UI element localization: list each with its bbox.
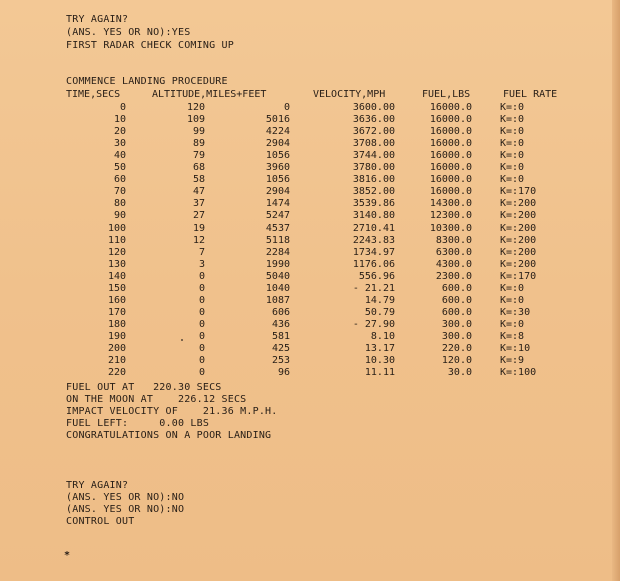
answer-no-line-1: (ANS. YES OR NO):NO	[66, 492, 185, 503]
header-fuel-rate: FUEL RATE	[503, 89, 558, 100]
result-line: CONGRATULATIONS ON A POOR LANDING	[66, 430, 272, 441]
table-row	[0, 259, 600, 272]
table-row	[0, 331, 600, 344]
altitude-miles-cell: 0	[198, 355, 205, 367]
altitude-feet-cell: 1056	[265, 150, 290, 162]
fuel-cell: 16000.0	[429, 114, 472, 126]
answer-no-line-2: (ANS. YES OR NO):NO	[66, 504, 185, 515]
fuel-rate-cell: K=:8	[500, 330, 525, 342]
altitude-feet-cell: 5247	[265, 210, 290, 222]
velocity-cell: 3539.86	[352, 198, 395, 210]
fuel-cell: 16000.0	[429, 186, 472, 198]
fuel-rate-cell: K=:100	[500, 367, 537, 379]
fuel-cell: 6300.0	[435, 246, 472, 258]
time-cell: 110	[107, 234, 126, 246]
velocity-cell: 3816.00	[352, 174, 395, 186]
altitude-miles-cell: 0	[198, 294, 205, 306]
table-row	[0, 186, 600, 199]
fuel-rate-cell: K=:0	[500, 294, 525, 306]
paper-speck	[181, 339, 183, 341]
altitude-feet-cell: 4537	[265, 222, 290, 234]
table-row	[0, 367, 600, 380]
altitude-miles-cell: 0	[198, 270, 205, 282]
altitude-feet-cell: 2904	[265, 138, 290, 150]
fuel-cell: 120.0	[441, 355, 472, 367]
prompt-asterisk: *	[64, 550, 71, 561]
altitude-feet-cell: 2284	[265, 246, 290, 258]
answer-yes-line: (ANS. YES OR NO):YES	[66, 27, 191, 38]
altitude-feet-cell: 4224	[265, 126, 290, 138]
fuel-cell: 16000.0	[429, 162, 472, 174]
velocity-cell: 11.11	[364, 367, 395, 379]
fuel-rate-cell: K=:0	[500, 282, 525, 294]
altitude-miles-cell: 19	[192, 222, 205, 234]
altitude-feet-cell: 581	[271, 330, 290, 342]
time-cell: 160	[107, 294, 126, 306]
fuel-rate-cell: K=:0	[500, 174, 525, 186]
altitude-miles-cell: 58	[192, 174, 205, 186]
table-row	[0, 210, 600, 223]
fuel-rate-cell: K=:200	[500, 234, 537, 246]
table-row	[0, 295, 600, 308]
table-row	[0, 343, 600, 356]
time-cell: 60	[113, 174, 126, 186]
fuel-rate-cell: K=:0	[500, 138, 525, 150]
table-row	[0, 307, 600, 320]
procedure-title: COMMENCE LANDING PROCEDURE	[66, 76, 228, 87]
altitude-miles-cell: 3	[198, 258, 205, 270]
altitude-miles-cell: 109	[186, 114, 205, 126]
altitude-feet-cell: 606	[271, 306, 290, 318]
fuel-cell: 16000.0	[429, 138, 472, 150]
time-cell: 30	[113, 138, 126, 150]
time-cell: 180	[107, 318, 126, 330]
altitude-miles-cell: 7	[198, 246, 205, 258]
time-cell: 100	[107, 222, 126, 234]
fuel-left-line: FUEL LEFT: 0.00 LBS	[66, 418, 210, 429]
fuel-cell: 30.0	[447, 367, 472, 379]
fuel-cell: 4300.0	[435, 258, 472, 270]
header-fuel: FUEL,LBS	[422, 89, 471, 100]
radar-check-line: FIRST RADAR CHECK COMING UP	[66, 40, 234, 51]
altitude-miles-cell: 79	[192, 150, 205, 162]
altitude-feet-cell: 1056	[265, 174, 290, 186]
table-row	[0, 283, 600, 296]
velocity-cell: 3780.00	[352, 162, 395, 174]
table-row	[0, 102, 600, 115]
altitude-feet-cell: 5016	[265, 114, 290, 126]
fuel-rate-cell: K=:170	[500, 270, 537, 282]
altitude-miles-cell: 0	[198, 306, 205, 318]
fuel-rate-cell: K=:200	[500, 222, 537, 234]
time-cell: 130	[107, 258, 126, 270]
table-row	[0, 162, 600, 175]
altitude-miles-cell: 120	[186, 102, 205, 113]
altitude-feet-cell: 0	[283, 102, 290, 113]
altitude-miles-cell: 27	[192, 210, 205, 222]
velocity-cell: - 21.21	[352, 282, 395, 294]
time-cell: 140	[107, 270, 126, 282]
try-again-line: TRY AGAIN?	[66, 14, 129, 25]
fuel-cell: 12300.0	[429, 210, 472, 222]
velocity-cell: 3600.00	[352, 102, 395, 113]
fuel-rate-cell: K=:170	[500, 186, 537, 198]
altitude-miles-cell: 0	[198, 330, 205, 342]
altitude-feet-cell: 1040	[265, 282, 290, 294]
table-row	[0, 114, 600, 127]
altitude-miles-cell: 47	[192, 186, 205, 198]
time-cell: 50	[113, 162, 126, 174]
altitude-feet-cell: 96	[277, 367, 290, 379]
altitude-miles-cell: 0	[198, 367, 205, 379]
control-out-line: CONTROL OUT	[66, 516, 135, 527]
altitude-feet-cell: 1087	[265, 294, 290, 306]
time-cell: 190	[107, 330, 126, 342]
fuel-rate-cell: K=:200	[500, 246, 537, 258]
try-again-line-2: TRY AGAIN?	[66, 480, 129, 491]
time-cell: 200	[107, 343, 126, 354]
time-cell: 170	[107, 306, 126, 318]
altitude-miles-cell: 0	[198, 282, 205, 294]
velocity-cell: 10.30	[364, 355, 395, 367]
altitude-feet-cell: 5118	[265, 234, 290, 246]
altitude-miles-cell: 89	[192, 138, 205, 150]
velocity-cell: 1176.06	[352, 258, 395, 270]
table-row	[0, 138, 600, 151]
fuel-rate-cell: K=:200	[500, 210, 537, 222]
table-row	[0, 223, 600, 236]
altitude-feet-cell: 253	[271, 355, 290, 367]
velocity-cell: - 27.90	[352, 318, 395, 330]
time-cell: 0	[119, 102, 126, 113]
header-velocity: VELOCITY,MPH	[313, 89, 386, 100]
table-row	[0, 150, 600, 163]
time-cell: 210	[107, 355, 126, 367]
table-row	[0, 174, 600, 187]
table-row	[0, 247, 600, 260]
altitude-miles-cell: 99	[192, 126, 205, 138]
velocity-cell: 556.96	[358, 270, 395, 282]
fuel-cell: 600.0	[441, 294, 472, 306]
fuel-rate-cell: K=:30	[500, 306, 531, 318]
paper-edge	[612, 0, 620, 581]
fuel-cell: 300.0	[441, 318, 472, 330]
time-cell: 150	[107, 282, 126, 294]
altitude-feet-cell: 5040	[265, 270, 290, 282]
table-row	[0, 319, 600, 332]
impact-velocity-line: IMPACT VELOCITY OF 21.36 M.P.H.	[66, 406, 278, 417]
fuel-rate-cell: K=:0	[500, 126, 525, 138]
velocity-cell: 3852.00	[352, 186, 395, 198]
fuel-rate-cell: K=:0	[500, 162, 525, 174]
fuel-rate-cell: K=:0	[500, 318, 525, 330]
time-cell: 70	[113, 186, 126, 198]
table-row	[0, 235, 600, 248]
altitude-feet-cell: 425	[271, 343, 290, 354]
fuel-rate-cell: K=:0	[500, 150, 525, 162]
time-cell: 90	[113, 210, 126, 222]
velocity-cell: 2243.83	[352, 234, 395, 246]
fuel-cell: 600.0	[441, 306, 472, 318]
altitude-feet-cell: 2904	[265, 186, 290, 198]
fuel-rate-cell: K=:10	[500, 343, 531, 354]
velocity-cell: 50.79	[364, 306, 395, 318]
fuel-cell: 600.0	[441, 282, 472, 294]
time-cell: 20	[113, 126, 126, 138]
velocity-cell: 13.17	[364, 343, 395, 354]
time-cell: 80	[113, 198, 126, 210]
velocity-cell: 3672.00	[352, 126, 395, 138]
time-cell: 220	[107, 367, 126, 379]
fuel-cell: 300.0	[441, 330, 472, 342]
altitude-feet-cell: 1990	[265, 258, 290, 270]
header-time: TIME,SECS	[66, 89, 121, 100]
velocity-cell: 8.10	[370, 330, 395, 342]
fuel-rate-cell: K=:200	[500, 258, 537, 270]
fuel-cell: 220.0	[441, 343, 472, 354]
altitude-feet-cell: 3960	[265, 162, 290, 174]
table-row	[0, 198, 600, 211]
table-row	[0, 355, 600, 368]
altitude-miles-cell: 0	[198, 343, 205, 354]
fuel-rate-cell: K=:9	[500, 355, 525, 367]
on-moon-line: ON THE MOON AT 226.12 SECS	[66, 394, 247, 405]
fuel-cell: 10300.0	[429, 222, 472, 234]
header-altitude: ALTITUDE,MILES+FEET	[152, 89, 267, 100]
time-cell: 10	[113, 114, 126, 126]
table-row	[0, 271, 600, 284]
velocity-cell: 14.79	[364, 294, 395, 306]
fuel-cell: 16000.0	[429, 126, 472, 138]
fuel-cell: 16000.0	[429, 150, 472, 162]
fuel-rate-cell: K=:0	[500, 102, 525, 113]
altitude-feet-cell: 1474	[265, 198, 290, 210]
table-row	[0, 126, 600, 139]
time-cell: 40	[113, 150, 126, 162]
fuel-rate-cell: K=:0	[500, 114, 525, 126]
time-cell: 120	[107, 246, 126, 258]
velocity-cell: 3636.00	[352, 114, 395, 126]
altitude-miles-cell: 68	[192, 162, 205, 174]
fuel-cell: 16000.0	[429, 102, 472, 113]
velocity-cell: 1734.97	[352, 246, 395, 258]
altitude-miles-cell: 0	[198, 318, 205, 330]
velocity-cell: 3744.00	[352, 150, 395, 162]
altitude-miles-cell: 37	[192, 198, 205, 210]
altitude-miles-cell: 12	[192, 234, 205, 246]
velocity-cell: 2710.41	[352, 222, 395, 234]
velocity-cell: 3708.00	[352, 138, 395, 150]
fuel-out-line: FUEL OUT AT 220.30 SECS	[66, 382, 222, 393]
velocity-cell: 3140.80	[352, 210, 395, 222]
altitude-feet-cell: 436	[271, 318, 290, 330]
fuel-cell: 14300.0	[429, 198, 472, 210]
fuel-rate-cell: K=:200	[500, 198, 537, 210]
fuel-cell: 8300.0	[435, 234, 472, 246]
fuel-cell: 2300.0	[435, 270, 472, 282]
fuel-cell: 16000.0	[429, 174, 472, 186]
